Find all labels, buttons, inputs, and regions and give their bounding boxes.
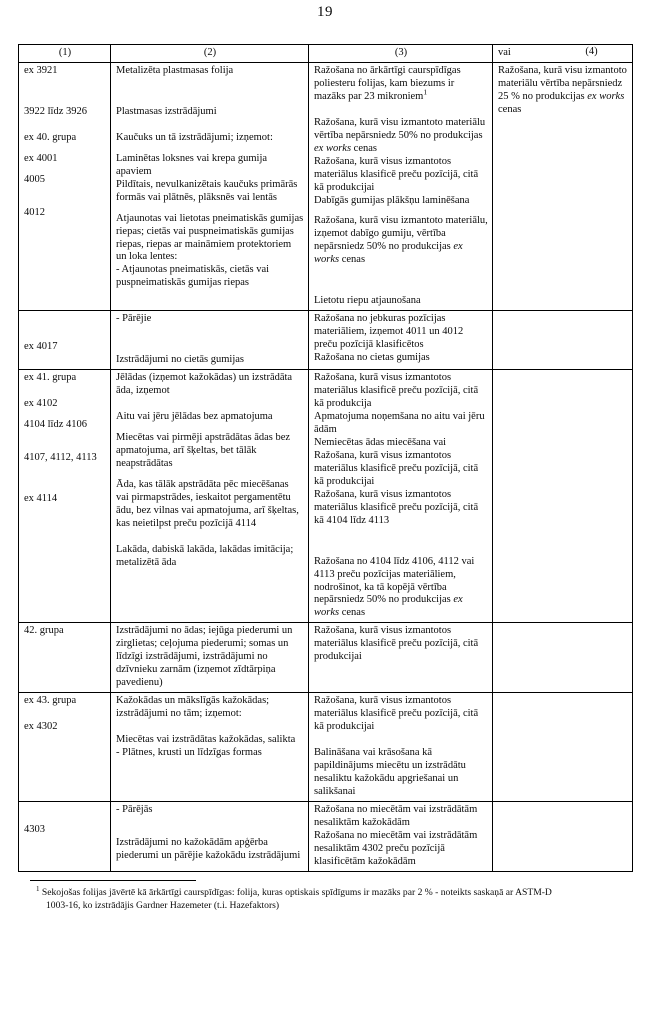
- cell-paragraph: Izstrādājumi no ādas; iejūga piederumi un zirglietas; ceļojuma piederumi; somas un līdzīgi izstrādājumi, izstrādājumi no dzīvnieku zarnām (izņemot zīdtārpiņa pavedienu): [116, 625, 293, 689]
- table-cell-col3: [309, 623, 493, 693]
- cell-spacer: [116, 721, 304, 734]
- table-cell-col1: [19, 370, 111, 623]
- cell-paragraph: 4104 līdz 4106: [24, 419, 87, 431]
- cell-spacer: [24, 708, 106, 721]
- cell-spacer: [116, 119, 304, 132]
- table-row: [19, 62, 633, 310]
- footnote-line-2: 1003-16, ko izstrādājis Gardner Hazemeter (t.i. Hazefaktors): [46, 899, 280, 911]
- table-cell-col4: [493, 370, 633, 623]
- cell-spacer: [24, 313, 106, 341]
- table-cell-col2: [111, 801, 309, 871]
- table-header: [19, 45, 633, 63]
- column-header-2: (2): [111, 45, 309, 63]
- cell-paragraph: 4012: [24, 206, 45, 218]
- cell-paragraph: Laminētas loksnes vai krepa gumija apaviem: [116, 152, 268, 177]
- cell-spacer: [314, 734, 488, 747]
- table-row: [19, 311, 633, 370]
- table-cell-col3: [309, 62, 493, 310]
- table-cell-col4: [493, 311, 633, 370]
- cell-spacer: [24, 432, 106, 452]
- table-cell-col2: [111, 623, 309, 693]
- cell-paragraph: Ražošana no ārkārtīgi caurspīdīgas poliesteru folijas, kam biezums ir mazāks par 23 mikroniem$^1$: [314, 64, 461, 102]
- cell-spacer: [116, 145, 304, 153]
- cell-spacer: [116, 471, 304, 479]
- cell-paragraph: Ražošana, kurā visus izmantotos materiālus klasificē preču pozīcijā, citā kā produkcijai: [314, 449, 479, 487]
- table-body: [19, 62, 633, 871]
- cell-paragraph: Kažokādas un mākslīgās kažokādas; izstrādājumi no tām; izņemot:: [116, 695, 270, 720]
- cell-paragraph: Āda, kas tālāk apstrādāta pēc miecēšanas vai pirmapstrādes, ieskaitot pergamentētu ādu, bez vilnas vai apmatojuma, arī šķeltas, kas neietilpst preču pozīcijā 4114: [116, 478, 299, 529]
- table-row: [19, 370, 633, 623]
- cell-paragraph: Ražošana, kurā visu izmantoto materiālu vērtība nepārsniedz 50% no produkcijas ex works cenas: [314, 116, 486, 154]
- cell-paragraph: - Pārējie: [116, 313, 152, 325]
- italic-term: ex works: [314, 142, 352, 154]
- cell-paragraph: Lakāda, dabiskā lakāda, lakādas imitācija; metalizētā āda: [116, 543, 294, 568]
- page-number: 19: [317, 4, 333, 20]
- cell-paragraph: Dabīgās gumijas plākšņu laminēšana: [314, 194, 470, 206]
- cell-paragraph: Pildītais, nevulkanizētais kaučuks primārās formās vai plātnēs, plāksnēs vai lentās: [116, 178, 298, 203]
- table-cell-col4: [493, 801, 633, 871]
- cell-paragraph: 3922 līdz 3926: [24, 105, 87, 117]
- table-cell-col2: [111, 311, 309, 370]
- cell-paragraph: Atjaunotas vai lietotas pneimatiskās gumijas riepas; cietās vai puspneimatiskās gumijas riepas, riepas ar maināmiem protektoriem un loka lentes:: [116, 212, 304, 263]
- cell-paragraph: Ražošana no jebkuras pozīcijas materiāliem, izņemot 4011 un 4012 preču pozīcijā klasificētos: [314, 313, 464, 351]
- column-header-4-number: (4): [585, 46, 598, 57]
- footnote-text: [28, 884, 628, 913]
- italic-term: ex works: [314, 594, 463, 619]
- cell-paragraph: ex 4114: [24, 492, 58, 504]
- cell-paragraph: Ražošana no 4104 līdz 4106, 4112 vai 4113 preču pozīcijas materiāliem, nodrošinot, ka tā kopējā vērtība nepārsniedz 50% no produkcijas ex works cenas: [314, 555, 475, 619]
- column-header-1: (1): [19, 45, 111, 63]
- origin-rules-table: [18, 44, 633, 872]
- cell-spacer: [116, 205, 304, 213]
- table-row: [19, 623, 633, 693]
- cell-paragraph: - Pārējās: [116, 803, 153, 815]
- cell-paragraph: 42. grupa: [24, 625, 64, 637]
- cell-paragraph: ex 4102: [24, 398, 58, 410]
- italic-term: ex works: [314, 241, 463, 266]
- cell-paragraph: Ražošana, kurā visus izmantotos materiālus klasificē preču pozīcijā, citā kā produkcijai: [314, 155, 479, 193]
- cell-paragraph: Nemiecētas ādas miecēšana vai: [314, 436, 447, 448]
- cell-paragraph: ex 41. grupa: [24, 372, 77, 384]
- table-row: [19, 693, 633, 802]
- table-cell-col1: [19, 693, 111, 802]
- table-cell-col4: [493, 693, 633, 802]
- table-row: [19, 801, 633, 871]
- cell-paragraph: - Atjaunotas pneimatiskās, cietās vai puspneimatiskās gumijas riepas: [116, 264, 270, 289]
- footnote-marker: 1: [36, 884, 40, 893]
- cell-paragraph: Kaučuks un tā izstrādājumi; izņemot:: [116, 131, 273, 143]
- cell-spacer: [116, 78, 304, 106]
- italic-term: ex works: [587, 90, 625, 102]
- footnote-line-1: Sekojošas folijas jāvērtē kā ārkārtīgi caurspīdīgas: folija, kuras optiskais spīdīgums ir mazāks par 2 % - noteikts saskaņā ar ASTM-D: [41, 887, 552, 898]
- cell-spacer: [116, 424, 304, 432]
- table-cell-col2: [111, 370, 309, 623]
- table-cell-col3: [309, 311, 493, 370]
- cell-paragraph: ex 43. grupa: [24, 695, 77, 707]
- footnote-separator-rule: [30, 880, 196, 881]
- cell-paragraph: Izstrādājumi no kažokādām apģērba piederumi un pārējie kažokādu izstrādājumi: [116, 836, 301, 861]
- table-cell-col1: [19, 623, 111, 693]
- cell-paragraph: Balināšana vai krāsošana kā papildinājums miecētu un izstrādātu nesaliktu kažokādu apgriešanai un salikšanai: [314, 746, 466, 797]
- footnote-reference: 1: [423, 87, 428, 97]
- cell-spacer: [116, 817, 304, 837]
- cell-paragraph: ex 3921: [24, 64, 58, 76]
- cell-spacer: [116, 531, 304, 544]
- table-cell-col1: [19, 311, 111, 370]
- cell-paragraph: Metalizēta plastmasas folija: [116, 64, 234, 76]
- cell-paragraph: Ražošana, kurā visus izmantotos materiālus klasificē preču pozīcijā, citā kā produkcijai: [314, 695, 479, 733]
- cell-paragraph: Ražošana, kurā visus izmantotos materiālus klasificē preču pozīcijā, citā kā 4104 līdz 4113: [314, 488, 479, 526]
- cell-spacer: [314, 104, 488, 117]
- cell-paragraph: ex 4001: [24, 152, 58, 164]
- cell-paragraph: Plastmasas izstrādājumi: [116, 105, 217, 117]
- cell-spacer: [24, 119, 106, 132]
- cell-paragraph: 4303: [24, 823, 45, 835]
- table-cell-col1: [19, 801, 111, 871]
- table-cell-col1: [19, 62, 111, 310]
- cell-paragraph: - Plātnes, krusti un līdzīgas formas: [116, 746, 262, 758]
- cell-spacer: [314, 528, 488, 556]
- table-cell-col3: [309, 693, 493, 802]
- cell-paragraph: ex 4017: [24, 341, 58, 353]
- cell-paragraph: Jēlādas (izņemot kažokādas) un izstrādāta āda, izņemot: [116, 372, 293, 397]
- cell-spacer: [116, 398, 304, 411]
- cell-paragraph: Ražošana no miecētām vai izstrādātām nesaliktām 4302 preču pozīcijā klasificētām kažokādām: [314, 829, 478, 867]
- cell-paragraph: Ražošana, kurā visus izmantotos materiālus klasificē preču pozīcijā, citā kā produkcija: [314, 372, 479, 410]
- cell-spacer: [24, 78, 106, 106]
- cell-paragraph: 4107, 4112, 4113: [24, 452, 97, 464]
- cell-paragraph: 4005: [24, 173, 45, 185]
- cell-paragraph: Ražošana no cietas gumijas: [314, 352, 430, 364]
- cell-paragraph: Ražošana, kurā visu izmantoto materiālu, izņemot dabīgo gumiju, vērtība nepārsniedz 50% no produkcijas ex works cenas: [314, 215, 488, 266]
- cell-spacer: [24, 411, 106, 419]
- footnote-block: [28, 880, 628, 913]
- cell-spacer: [24, 465, 106, 493]
- cell-spacer: [116, 326, 304, 354]
- table-cell-col4: [493, 623, 633, 693]
- cell-paragraph: Lietotu riepu atjaunošana: [314, 295, 421, 307]
- column-header-3: (3): [309, 45, 493, 63]
- cell-paragraph: Izstrādājumi no cietās gumijas: [116, 354, 245, 366]
- table-header-row: [19, 45, 633, 63]
- table-cell-col2: [111, 62, 309, 310]
- cell-spacer: [24, 187, 106, 207]
- cell-spacer: [314, 207, 488, 215]
- cell-paragraph: ex 4302: [24, 721, 58, 733]
- cell-paragraph: Apmatojuma noņemšana no aitu vai jēru ādām: [314, 411, 485, 435]
- table-cell-col4: [493, 62, 633, 310]
- table-cell-col3: [309, 370, 493, 623]
- cell-spacer: [24, 385, 106, 398]
- cell-paragraph: Ražošana no miecētām vai izstrādātām nesaliktām kažokādām: [314, 803, 478, 828]
- cell-paragraph: Aitu vai jēru jēlādas bez apmatojuma: [116, 411, 273, 423]
- cell-spacer: [314, 267, 488, 295]
- cell-paragraph: Miecētas vai pirmēji apstrādātas ādas bez apmatojuma, arī šķeltas, bet tālāk neapstrādātas: [116, 432, 291, 469]
- cell-paragraph: Miecētas vai izstrādātas kažokādas, salikta: [116, 734, 296, 746]
- column-header-4-or-label: vai: [498, 47, 511, 58]
- table-cell-col3: [309, 801, 493, 871]
- cell-paragraph: Ražošana, kurā visus izmantotos materiālus klasificē preču pozīcijā, citā produkcijai: [314, 625, 479, 663]
- cell-paragraph: ex 40. grupa: [24, 131, 77, 143]
- cell-spacer: [24, 804, 106, 824]
- cell-paragraph: Ražošana, kurā visu izmantoto materiālu vērtība nepārsniedz 25 % no produkcijas ex works cenas: [498, 64, 627, 115]
- cell-spacer: [24, 145, 106, 153]
- column-header-4: [493, 45, 633, 63]
- table-cell-col2: [111, 693, 309, 802]
- cell-spacer: [24, 166, 106, 174]
